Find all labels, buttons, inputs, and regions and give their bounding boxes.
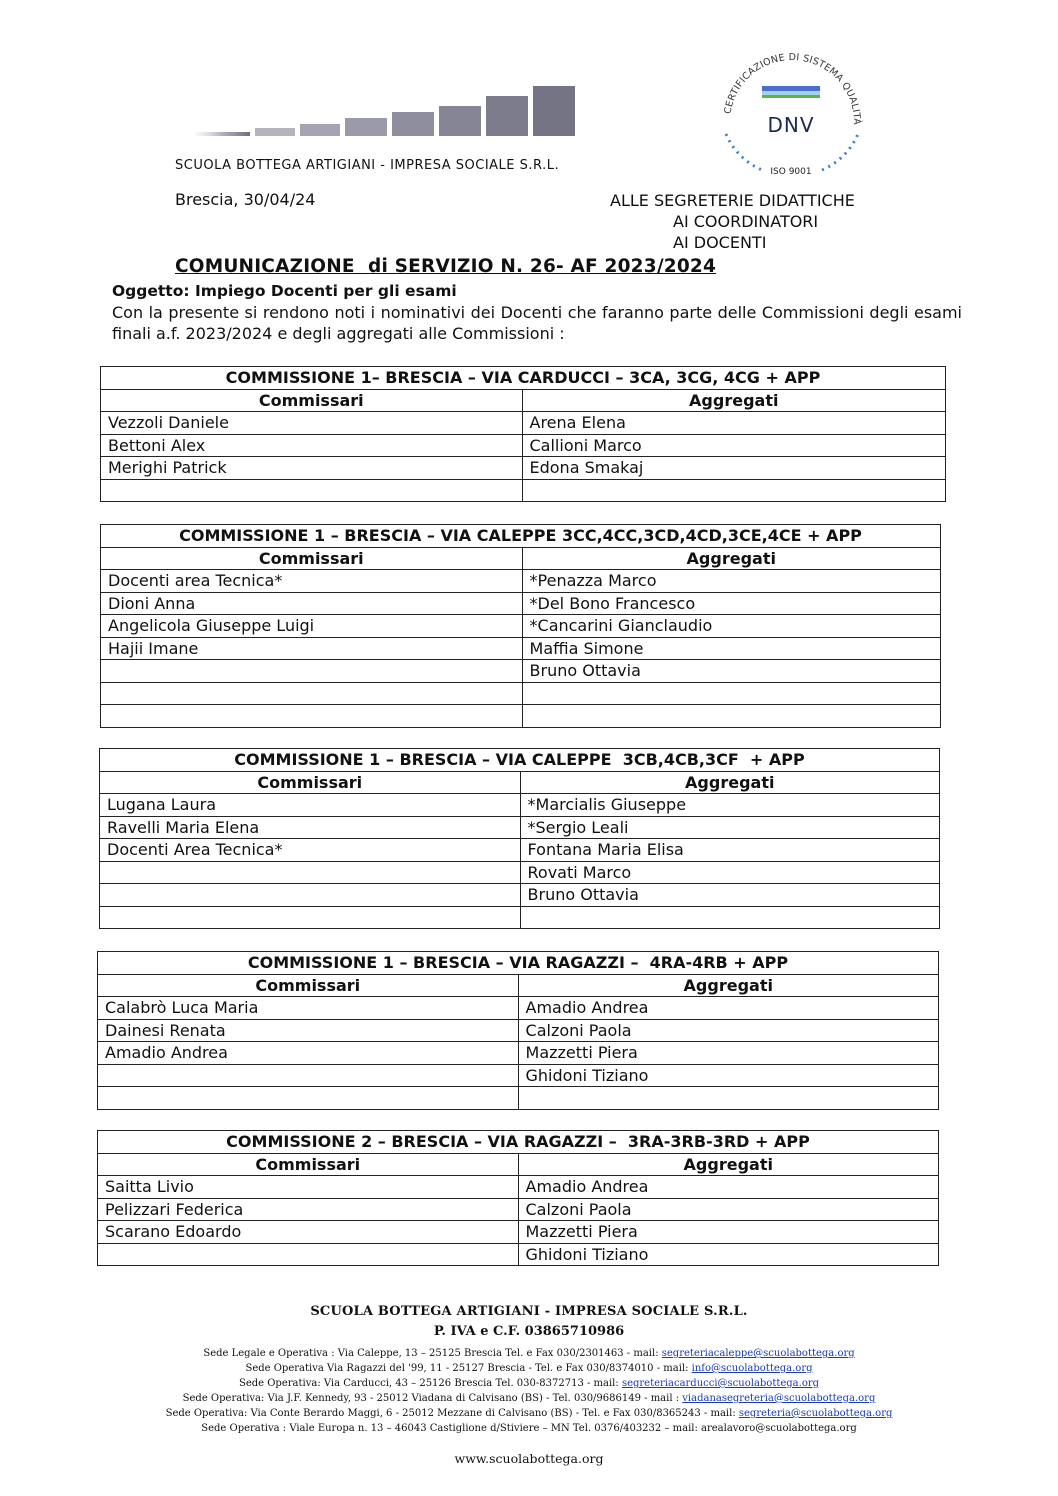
commissario-cell: Lugana Laura [100,794,521,817]
aggregato-cell: Ghidoni Tiziano [518,1064,938,1087]
dnv-certification-seal [712,30,872,180]
recipients [610,190,855,253]
commissario-cell: Amadio Andrea [98,1042,519,1065]
recipient-line: AI DOCENTI [673,233,767,252]
commissario-cell: Docenti area Tecnica* [101,570,523,593]
commission-heading: COMMISSIONE 1 – BRESCIA – VIA CALEPPE 3CB,4CB,3CF + APP [100,749,940,772]
column-header-aggregati: Aggregati [522,547,940,570]
aggregato-cell: Bruno Ottavia [520,884,939,907]
aggregato-cell: Arena Elena [522,412,946,435]
commissario-cell [100,884,521,907]
commissario-cell [98,1064,519,1087]
footer-email-link[interactable]: segreteria@scuolabottega.org [738,1408,893,1419]
commissario-cell: Bettoni Alex [101,434,523,457]
aggregato-cell [522,682,940,705]
aggregato-cell: Rovati Marco [520,861,939,884]
commission-table [97,1130,939,1266]
aggregato-cell: *Penazza Marco [522,570,940,593]
footer-email-link[interactable]: segreteriacaleppe@scuolabottega.org [661,1348,855,1359]
aggregato-cell: Callioni Marco [522,434,946,457]
commissario-cell [101,705,523,728]
commissario-cell: Pelizzari Federica [98,1198,519,1221]
commissario-cell: Vezzoli Daniele [101,412,523,435]
footer-address-line: Sede Operativa: Via Carducci, 43 – 25126 Brescia Tel. 030-8372713 - mail: segreteriacarducci@scuolabottega.org [238,1378,820,1389]
place-date: Brescia, 30/04/24 [175,190,316,209]
footer-address-line: Sede Operativa: Via Conte Berardo Maggi, 6 - 25012 Mezzane di Calvisano (BS) - Tel. e Fax 030/8365243 - mail: segreteria@scuolabottega.org [165,1408,893,1419]
aggregato-cell [520,906,939,929]
intro-paragraph: Con la presente si rendono noti i nominativi dei Docenti che faranno parte delle Commissioni degli esami finali a.f. 2023/2024 e degli aggregati alle Commissioni : [112,303,962,343]
aggregato-cell: Calzoni Paola [518,1198,939,1221]
commissario-cell: Dainesi Renata [98,1019,519,1042]
aggregato-cell: Bruno Ottavia [522,660,940,683]
recipient-line: AI COORDINATORI [673,212,819,231]
column-header-commissari: Commissari [98,974,519,997]
footer-email-link[interactable]: viadanasegreteria@scuolabottega.org [682,1393,876,1404]
seal-brand: DNV [767,113,815,137]
footer-addresses [0,1346,1058,1436]
subject-line: Oggetto: Impiego Docenti per gli esami [112,282,457,300]
commission-table [99,748,940,929]
footer-vat-number: P. IVA e C.F. 03865710986 [433,1324,625,1339]
commissario-cell: Ravelli Maria Elena [100,816,521,839]
commissario-cell [98,1243,519,1266]
document-title: COMUNICAZIONE di SERVIZIO N. 26- AF 2023/2024 [175,256,717,277]
aggregato-cell: *Marcialis Giuseppe [520,794,939,817]
footer-website[interactable]: www.scuolabottega.org [454,1451,604,1466]
aggregato-cell: Amadio Andrea [518,1176,939,1199]
footer-address-line: Sede Legale e Operativa : Via Caleppe, 13 – 25125 Brescia Tel. e Fax 030/2301463 - mail: segreteriacaleppe@scuolabottega.org [203,1348,855,1359]
aggregato-cell: *Cancarini Gianclaudio [522,615,940,638]
commission-table [100,366,946,502]
school-name: SCUOLA BOTTEGA ARTIGIANI - IMPRESA SOCIALE S.R.L. [175,158,560,173]
school-logo-bars [195,86,575,146]
aggregato-cell: *Del Bono Francesco [522,592,940,615]
column-header-aggregati: Aggregati [520,771,939,794]
seal-standard: ISO 9001 [770,167,812,177]
column-header-commissari: Commissari [98,1153,519,1176]
commissario-cell [101,479,523,502]
aggregato-cell [522,705,940,728]
aggregato-cell: *Sergio Leali [520,816,939,839]
commissario-cell: Angelicola Giuseppe Luigi [101,615,523,638]
commissario-cell: Dioni Anna [101,592,523,615]
footer-email-link[interactable]: segreteriacarducci@scuolabottega.org [621,1378,820,1389]
aggregato-cell: Amadio Andrea [518,997,938,1020]
column-header-aggregati: Aggregati [522,389,946,412]
column-header-commissari: Commissari [101,389,523,412]
commission-table [97,951,939,1110]
commissario-cell [101,682,523,705]
commission-heading: COMMISSIONE 1 – BRESCIA – VIA CALEPPE 3CC,4CC,3CD,4CD,3CE,4CE + APP [101,525,941,548]
commissario-cell: Calabrò Luca Maria [98,997,519,1020]
aggregato-cell [522,479,946,502]
commissario-cell: Saitta Livio [98,1176,519,1199]
column-header-aggregati: Aggregati [518,974,938,997]
footer-company-name: SCUOLA BOTTEGA ARTIGIANI - IMPRESA SOCIALE S.R.L. [310,1304,748,1319]
commissario-cell [98,1087,519,1110]
footer-email-link[interactable]: info@scuolabottega.org [691,1363,813,1374]
column-header-commissari: Commissari [101,547,523,570]
aggregato-cell: Calzoni Paola [518,1019,938,1042]
footer-address-line: Sede Operativa Via Ragazzi del '99, 11 - 25127 Brescia - Tel. e Fax 030/8374010 - mail: info@scuolabottega.org [245,1363,813,1374]
commissario-cell [100,861,521,884]
commissario-cell: Merighi Patrick [101,457,523,480]
column-header-aggregati: Aggregati [518,1153,939,1176]
commission-heading: COMMISSIONE 1 – BRESCIA – VIA RAGAZZI – 4RA-4RB + APP [98,952,939,975]
aggregato-cell: Mazzetti Piera [518,1221,939,1244]
commissario-cell [101,660,523,683]
commissario-cell: Scarano Edoardo [98,1221,519,1244]
commission-heading: COMMISSIONE 2 – BRESCIA – VIA RAGAZZI – 3RA-3RB-3RD + APP [98,1131,939,1154]
aggregato-cell [518,1087,938,1110]
aggregato-cell: Fontana Maria Elisa [520,839,939,862]
commissario-cell: Hajii Imane [101,637,523,660]
recipient-line: ALLE SEGRETERIE DIDATTICHE [610,191,855,210]
aggregato-cell: Mazzetti Piera [518,1042,938,1065]
aggregato-cell: Edona Smakaj [522,457,946,480]
commission-heading: COMMISSIONE 1– BRESCIA – VIA CARDUCCI – 3CA, 3CG, 4CG + APP [101,367,946,390]
commission-table [100,524,941,728]
commissario-cell [100,906,521,929]
column-header-commissari: Commissari [100,771,521,794]
footer-address-line: Sede Operativa : Viale Europa n. 13 – 46043 Castiglione d/Stiviere – MN Tel. 0376/403232 – mail: arealavoro@scuolabottega.org [201,1423,857,1434]
commissario-cell: Docenti Area Tecnica* [100,839,521,862]
footer-address-line: Sede Operativa: Via J.F. Kennedy, 93 - 25012 Viadana di Calvisano (BS) - Tel. 030/9686149 - mail : viadanasegreteria@scuolabottega.org [182,1393,876,1404]
aggregato-cell: Maffia Simone [522,637,940,660]
aggregato-cell: Ghidoni Tiziano [518,1243,939,1266]
seal-arc-text: CERTIFICAZIONE DI SISTEMA QUALITÀ [722,51,863,126]
